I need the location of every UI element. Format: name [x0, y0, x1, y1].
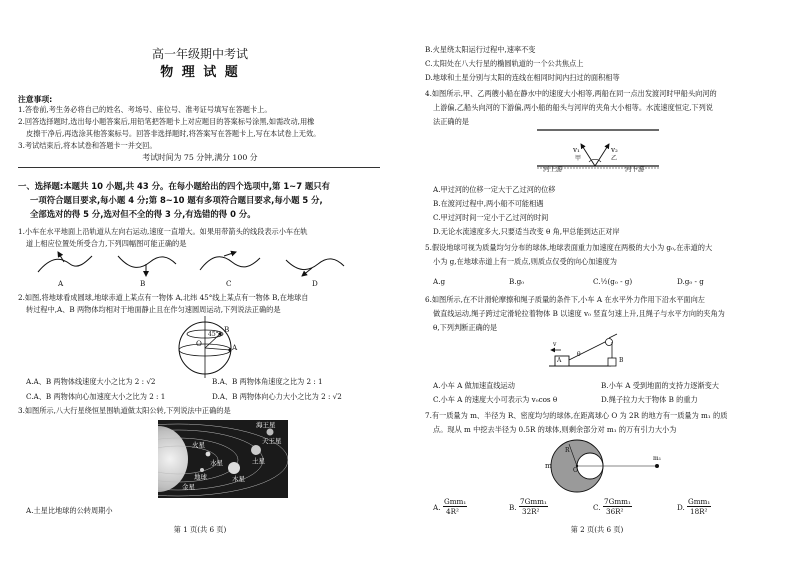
note-line: 皮擦干净后,再选涂其他答案标号。回答非选择题时,将答案写在答题卡上,写在本试卷上无效。: [26, 129, 321, 138]
q6-figure-label: θ: [577, 351, 581, 358]
q3-option: C.太阳处在八大行星的椭圆轨道的一个公共焦点上: [425, 59, 584, 68]
subject-title: 物 理 试 题: [160, 65, 240, 80]
planet-label: 海王星: [256, 421, 276, 429]
q2-figure-label: B: [224, 325, 230, 334]
question-2-text: 转过程中,A、B 两物体均相对于地面静止且在作匀速圆周运动,下列说法正确的是: [26, 305, 281, 314]
question-7-text: 点。现从 m 中挖去半径为 0.5R 的球体,则剩余部分对 m₁ 的万有引力大小为: [433, 425, 677, 434]
fraction-denominator: 18R²: [690, 507, 708, 516]
q1-option-label: A: [58, 279, 64, 288]
fraction-denominator: 4R²: [446, 507, 459, 516]
question-6-text: 6.如图所示,在不计滑轮摩擦和绳子质量的条件下,小车 A 在水平外力作用下沿水平面向左: [425, 295, 705, 304]
q2-option: B.A、B 两物体角速度之比为 2 : 1: [212, 377, 323, 386]
option-letter: C.: [593, 503, 601, 512]
q7-figure-label: O: [573, 467, 578, 474]
q2-option: C.A、B 两物体向心加速度大小之比为 2 : 1: [26, 392, 166, 401]
q4-figure-label: 河下游: [625, 165, 645, 173]
question-5-text: 5.假设地球可视为质量均匀分布的球体,地球表面重力加速度在两极的大小为 g₀,在赤道的大: [425, 243, 713, 252]
q7-figure-label: m₁: [653, 455, 662, 462]
q5-option: C.½(g₀ - g): [593, 277, 633, 286]
q6-pulley-figure: [547, 334, 627, 374]
planet-label: 地球: [194, 473, 207, 481]
question-2-text: 2.如图,将地球看成圆球,地球赤道上某点有一物体 A,北纬 45°线上某点有一物体 B,在地球自: [18, 293, 309, 302]
q2-option: D.A、B 两物体向心力大小之比为 2 : √2: [212, 392, 342, 401]
q3-option: A.土星比地球的公转周期小: [26, 506, 113, 515]
q2-option: A.A、B 两物体线速度大小之比为 2 : √2: [26, 377, 156, 386]
question-4-text: 法正确的是: [433, 117, 469, 126]
planet-label: 水星: [210, 459, 223, 467]
q1-figure-a: [38, 252, 92, 272]
page-footer: 第 2 页(共 6 页): [570, 525, 624, 534]
q1-option-label: B: [140, 279, 146, 288]
question-1-text: 1.小车在水平地面上沿轨道从左向右运动,速度一直增大。如果用带箭头的线段表示小车在轨: [18, 227, 308, 236]
planet-label: 金星: [182, 483, 195, 491]
q5-option: A.g: [433, 277, 446, 286]
q5-option: B.g₀: [509, 277, 525, 286]
q6-figure-label: B: [619, 357, 624, 364]
q1-option-label: D: [312, 279, 318, 288]
q2-globe-figure: [170, 316, 240, 378]
question-6-text: θ,下列判断正确的是: [433, 323, 498, 332]
q7-sphere-figure: [547, 436, 667, 496]
orbit-lines: [158, 420, 288, 498]
q1-figure-c: [200, 252, 260, 270]
q2-figure-label: A: [232, 343, 238, 352]
page-footer: 第 1 页(共 6 页): [173, 525, 227, 534]
q4-figure-label: v₁: [573, 145, 580, 154]
q4-figure-label: 甲: [575, 155, 582, 162]
section-heading-line: 一、选择题:本题共 10 小题,共 43 分。在每小题给出的四个选项中,第 1~7 题只有: [18, 181, 331, 191]
q4-figure-label: v₂: [611, 145, 618, 154]
q3-option: D.地球和土星分别与太阳的连线在相同时间内扫过的面积相等: [425, 73, 620, 82]
exam-page-2: [397, 0, 794, 562]
fraction-denominator: 32R²: [522, 507, 540, 516]
planet-label: 土星: [252, 457, 265, 465]
q1-figure-b: [118, 256, 176, 276]
note-line: 2.回答选择题时,选出每小题答案后,用铅笔把答题卡上对应题目的答案标号涂黑,如需改动,用橡: [18, 117, 315, 126]
option-letter: B.: [509, 503, 517, 512]
note-line: 3.考试结束后,将本试卷和答题卡一并交回。: [18, 141, 157, 150]
question-3-text: 3.如图所示,八大行星绕恒星围轨道做太阳公转,下列说法中正确的是: [18, 406, 231, 415]
q2-figure-label: 45°: [208, 331, 219, 338]
planet-label: 火星: [192, 441, 205, 449]
question-4-text: 上游偏,乙船头向河的下游偏,两小船的船头与河岸的夹角大小相等。水流速度恒定,下列说: [433, 103, 713, 112]
q6-option: C.小车 A 的速度大小可表示为 v₀cos θ: [433, 395, 558, 404]
q5-option: D.g₀ - g: [677, 277, 704, 286]
fraction-numerator: Gmm₁: [688, 497, 711, 506]
q4-option: B.在渡河过程中,两小船不可能相遇: [433, 199, 544, 208]
notes-heading: 注意事项:: [18, 95, 53, 104]
question-4-text: 4.如图所示,甲、乙两艘小船在静水中的速度大小相等,两船在同一点出发渡河时甲船头向河的: [425, 89, 717, 98]
q7-figure-label: m: [545, 461, 552, 470]
fraction-numerator: 7Gmm₁: [604, 497, 631, 506]
planet-label: 天王星: [262, 437, 282, 445]
q4-option: C.甲过河时间一定小于乙过河的时间: [433, 213, 549, 222]
question-6-text: 做直线运动,绳子跨过定滑轮拉着物体 B 以速度 v₀ 竖直匀速上升,且绳子与水平方向的夹角为: [433, 309, 725, 318]
q1-option-label: C: [226, 279, 232, 288]
question-1-text: 道上相应位置处所受合力,下列四幅图可能正确的是: [26, 239, 187, 248]
fraction-numerator: Gmm₁: [444, 497, 467, 506]
fraction-denominator: 36R²: [606, 507, 624, 516]
q4-option: D.无论水流速度多大,只要适当改变 θ 角,甲总能到达正对岸: [433, 227, 620, 236]
planet-label: 木星: [232, 475, 245, 483]
note-line: 1.答卷前,考生务必将自己的姓名、考场号、座位号、准考证号填写在答题卡上。: [18, 105, 272, 114]
option-letter: A.: [433, 503, 441, 512]
section-heading-line: 一项符合题目要求,每小题 4 分;第 8~10 题有多项符合题目要求,每小题 5 分,: [30, 195, 323, 205]
q4-option: A.甲过河的位移一定大于乙过河的位移: [433, 185, 556, 194]
q4-figure-label: 河上游: [543, 165, 563, 173]
q6-figure-label: v: [553, 341, 557, 348]
solar-system-image: [158, 420, 288, 498]
fraction-numerator: 7Gmm₁: [520, 497, 547, 506]
option-letter: D.: [677, 503, 685, 512]
exam-time-info: 考试时间为 75 分钟,满分 100 分: [142, 153, 258, 162]
q6-option: B.小车 A 受到地面的支持力逐渐变大: [601, 381, 719, 390]
q2-figure-label: O: [196, 339, 202, 348]
q3-option: B.火星绕太阳运行过程中,速率不变: [425, 45, 536, 54]
q7-figure-label: R: [565, 447, 570, 454]
exam-header-title: 高一年级期中考试: [151, 47, 248, 61]
q6-option: A.小车 A 做加速直线运动: [433, 381, 515, 390]
question-5-text: 小为 g,在地球赤道上有一质点,则质点仅受的向心加速度为: [433, 257, 617, 266]
question-7-text: 7.有一质量为 m、半径为 R、密度均匀的球体,在距离球心 O 为 2R 的地方有一质量为 m₁ 的质: [425, 411, 728, 420]
section-heading-line: 全部选对的得 5 分,选对但不全的得 3 分,有选错的得 0 分。: [30, 209, 256, 219]
q4-figure-label: 乙: [611, 155, 618, 162]
q6-figure-label: A: [557, 357, 562, 364]
q1-figure-d: [286, 259, 344, 276]
q6-option: D.绳子拉力大于物体 B 的重力: [601, 395, 698, 404]
